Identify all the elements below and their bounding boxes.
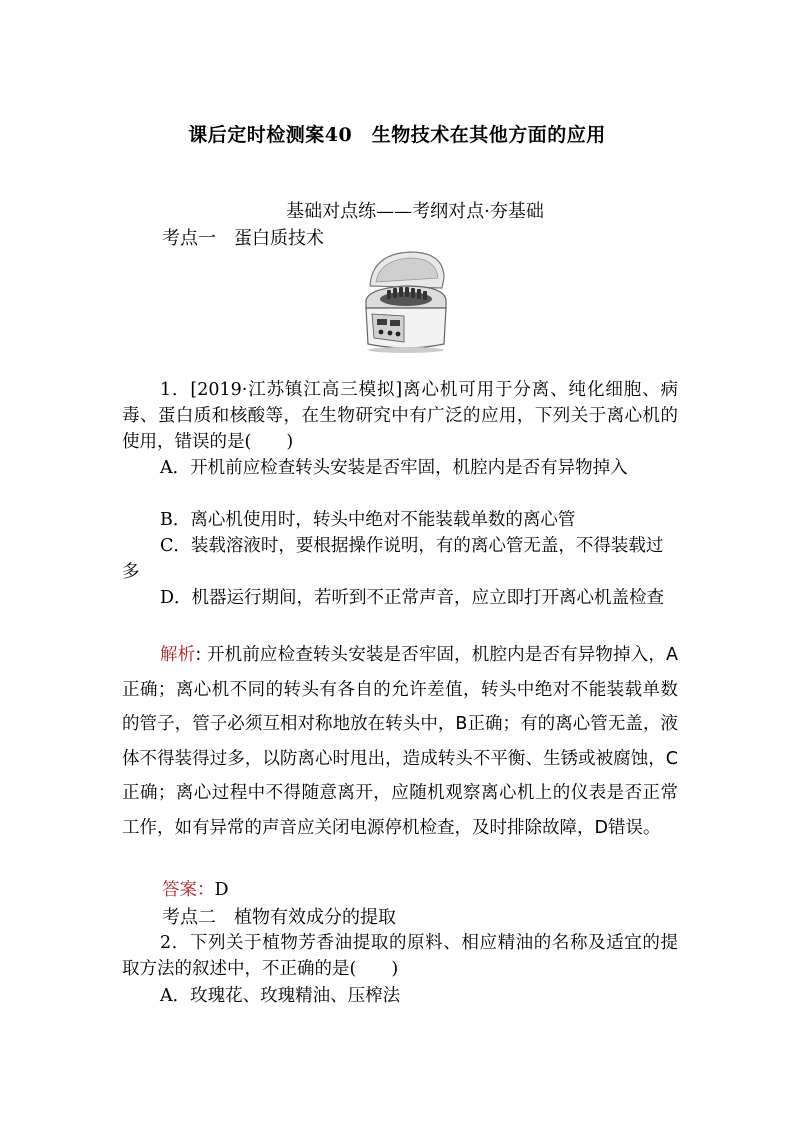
question-2-option-a: A．玫瑰花、玫瑰精油、压榨法 <box>160 986 401 1006</box>
centrifuge-icon <box>360 248 450 360</box>
analysis-text: : 开机前应检查转头安装是否牢固，机腔内是否有异物掉入，A正确；离心机不同的转头有各自的允许差值，转头中绝对不能装载单数的管子，管子必须互相对称地放在转头中，B正确；有的离心管无盖，液体不得装得过多，以防离心时甩出，造成转头不平衡、生锈或被腐蚀，C正确；离心过程中不得随意离开，应随机观察离心机上的仪表是否正常工作，如有异常的声音应关闭电源停机检查，及时排除故障，D错误。 <box>122 645 679 838</box>
question-1-analysis <box>122 638 678 845</box>
question-1-stem: 1．[2019·江苏镇江高三模拟]离心机可用于分离、纯化细胞、病毒、蛋白质和核酸等，在生物研究中有广泛的应用，下列关于离心机的使用，错误的是( ) <box>122 380 678 452</box>
section-heading-plant-extraction: 考点二 植物有效成分的提取 <box>162 907 396 928</box>
question-1-option-d: D．机器运行期间，若听到不正常声音，应立即打开离心机盖检查 <box>160 588 665 608</box>
practice-subtitle: 基础对点练——考纲对点·夯基础 <box>286 201 544 222</box>
question-1-answer <box>162 876 229 901</box>
answer-value: D <box>214 880 229 900</box>
section-heading-protein: 考点一 蛋白质技术 <box>162 228 324 249</box>
page-title: 课后定时检测案40 生物技术在其他方面的应用 <box>188 124 606 146</box>
analysis-label: 解析 <box>160 645 196 665</box>
answer-label: 答案： <box>162 880 215 900</box>
centrifuge-illustration <box>360 248 450 364</box>
question-2-stem: 2．下列关于植物芳香油提取的原料、相应精油的名称及适宜的提取方法的叙述中，不正确的是( ) <box>122 933 678 979</box>
question-1-option-b: B．离心机使用时，转头中绝对不能装载单数的离心管 <box>160 510 576 530</box>
question-1-option-c: C．装载溶液时，要根据操作说明，有的离心管无盖，不得装载过多 <box>122 536 664 582</box>
question-1-option-a: A．开机前应检查转头安装是否牢固，机腔内是否有异物掉入 <box>160 458 628 478</box>
